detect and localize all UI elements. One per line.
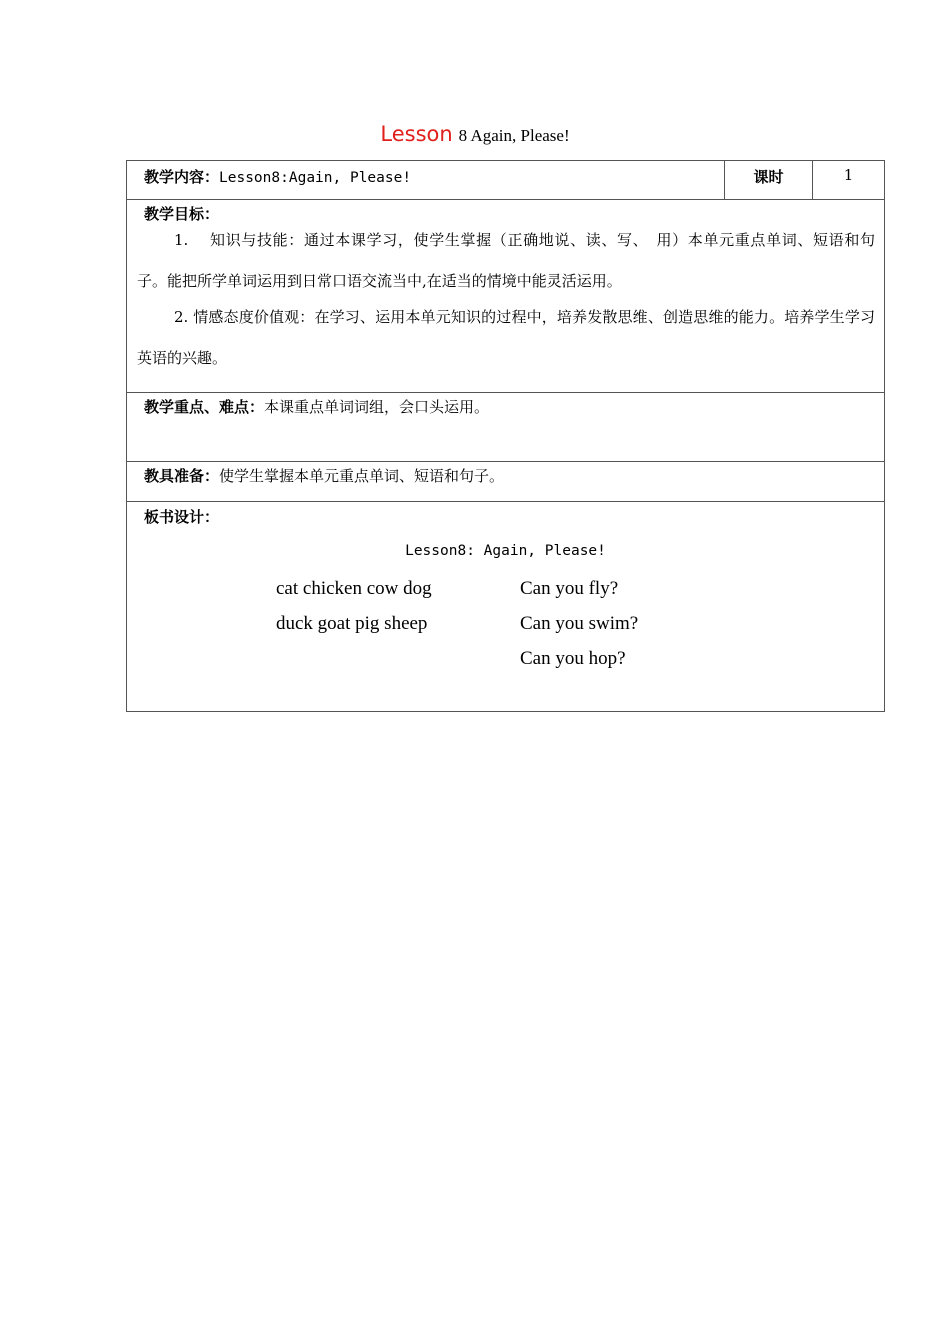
prep-content: 使学生掌握本单元重点单词、短语和句子。	[219, 467, 505, 485]
board-line	[127, 641, 884, 676]
period-label-cell	[725, 161, 813, 200]
focus-row	[127, 393, 885, 462]
document-title	[0, 122, 950, 146]
board-label: 板书设计：	[144, 508, 220, 526]
board-words: duck goat pig sheep	[276, 613, 428, 634]
objectives-cell	[127, 200, 885, 393]
content-row	[127, 161, 885, 200]
board-cell	[127, 502, 885, 712]
board-row	[127, 502, 885, 712]
objectives-label: 教学目标：	[144, 205, 220, 223]
content-value: Lesson8:Again, Please!	[219, 170, 412, 186]
board-line	[127, 606, 884, 641]
board-words: cat chicken cow dog	[276, 578, 432, 599]
period-label: 课时	[753, 168, 784, 186]
title-lesson-name: 8 Again, Please!	[458, 126, 570, 145]
period-value-cell	[813, 161, 885, 200]
prep-label: 教具准备：	[144, 467, 220, 485]
objectives-row	[127, 200, 885, 393]
focus-cell	[127, 393, 885, 462]
board-words	[276, 641, 520, 676]
title-lesson-word: Lesson	[380, 122, 453, 146]
board-sentence: Can you swim?	[520, 613, 639, 634]
focus-content: 本课重点单词词组，会口头运用。	[264, 398, 490, 416]
board-content	[127, 571, 884, 676]
objective-item-1: 1. 知识与技能：通过本课学习，使学生掌握（正确地说、读、写、 用）本单元重点单词、短语和句子。能把所学单词运用到日常口语交流当中,在适当的情境中能灵活运用。	[137, 231, 875, 290]
prep-row	[127, 462, 885, 502]
prep-cell	[127, 462, 885, 502]
content-cell	[127, 161, 725, 200]
board-title: Lesson8: Again, Please!	[405, 543, 606, 559]
lesson-plan-table	[126, 160, 885, 712]
board-line	[127, 571, 884, 606]
board-sentence: Can you hop?	[520, 648, 626, 669]
board-sentence: Can you fly?	[520, 578, 619, 599]
objective-item-2: 2. 情感态度价值观：在学习、运用本单元知识的过程中，培养发散思维、创造思维的能力。培养学生学习英语的兴趣。	[137, 308, 875, 367]
content-label: 教学内容：	[144, 168, 220, 186]
period-value: 1	[843, 166, 854, 184]
focus-label: 教学重点、难点：	[144, 398, 265, 416]
